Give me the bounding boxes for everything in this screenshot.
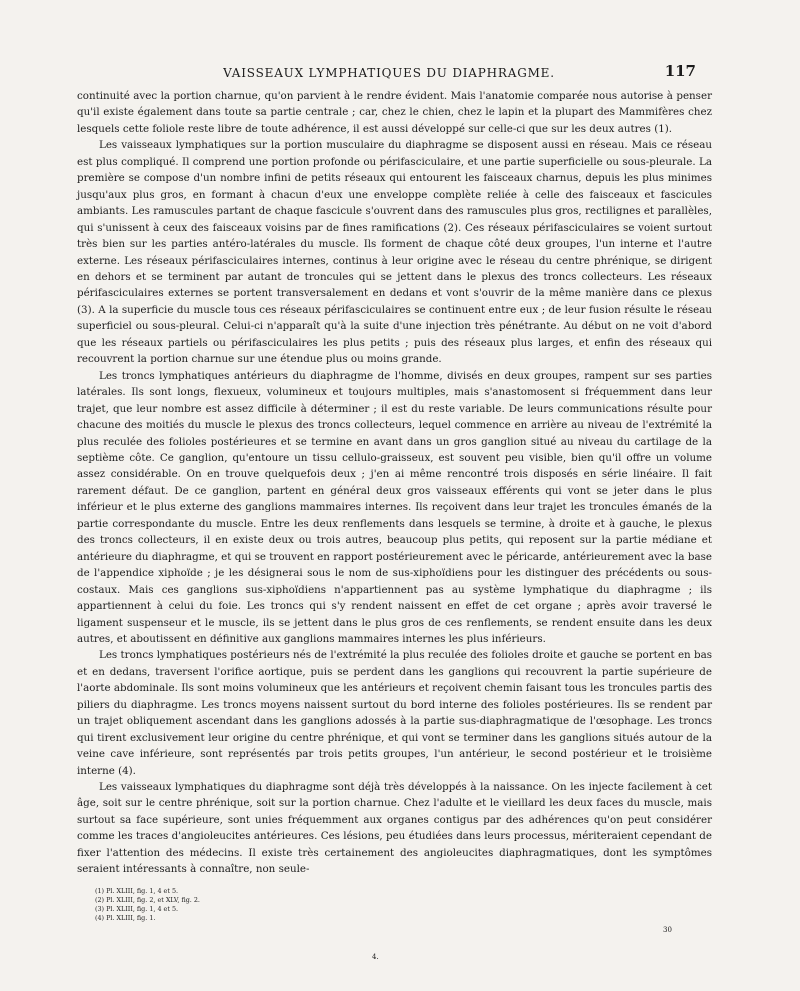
paragraph: Les troncs lymphatiques antérieurs du diaphragme de l'homme, divisés en deux groupes, rampent sur ses parties latérales. Ils sont longs, flexueux, volumineux et toujours multiples, mais s'anastomosent si fréquemment dans leur trajet, que leur nombre est assez difficile à déterminer ; il est du reste variable. De leurs communications résulte pour chacune des moitiés du muscle le plexus des troncs collecteurs, lequel commence en arrière au niveau de l'extrémité la plus reculée des folioles postérieures et se termine en avant dans un gros ganglion situé au niveau du cartilage de la septième côte. Ce ganglion, qu'entoure un tissu cellulo-graisseux, est souvent peu visible, bien qu'il offre un volume assez considérable. On en trouve quelquefois deux ; j'en ai même rencontré trois disposés en série linéaire. Il fait rarement défaut. De ce ganglion, partent en général deux gros vaisseaux efférents qui vont se jeter dans le plus inférieur et le plus externe des ganglions mammaires internes. Ils reçoivent dans leur trajet les troncules émanés de la partie correspondante du muscle. Entre les deux renflements dans lesquels se termine, à droite et à gauche, le plexus des troncs collecteurs, il en existe deux ou trois autres, beaucoup plus petits, qui reposent sur la partie médiane et antérieure du diaphragme, et qui se trouvent en rapport postérieurement avec le péricarde, antérieurement avec la base de l'appendice xiphoïde ; je les désignerai sous le nom de sus-xiphoïdiens pour les distinguer des précédents ou sous-costaux. Mais ces ganglions sus-xiphoïdiens n'appartiennent pas au système lymphatique du diaphragme ; ils appartiennent à celui du foie. Les troncs qui s'y rendent naissent en effet de cet organe ; après avoir traversé le ligament suspenseur et le muscle, ils se jettent dans le plus gros de ces renflements, se rendent ensuite dans les deux autres, et aboutissent en définitive aux ganglions mammaires internes les plus inférieurs.	[77, 369, 712, 645]
paragraph: Les vaisseaux lymphatiques sur la portion musculaire du diaphragme se disposent aussi en réseau. Mais ce réseau est plus compliqué. Il comprend une portion profonde ou périfasciculaire, et une partie superficielle ou sous-pleurale. La première se compose d'un nombre infini de petits réseaux qui entourent les faisceaux charnus, depuis les plus minimes jusqu'aux plus gros, en formant à chacun d'eux une enveloppe complète reliée à celle des faisceaux et fascicules ambiants. Les ramuscules partant de chaque fascicule s'ouvrent dans des ramuscules plus gros, rectilignes et parallèles, qui s'unissent à ceux des faisceaux voisins par de fines ramifications (2). Ces réseaux périfasciculaires se voient surtout très bien sur les parties antéro-latérales du muscle. Ils forment de chaque côté deux groupes, l'un interne et l'autre externe. Les réseaux périfasciculaires internes, continus à leur origine avec le réseau du centre phrénique, se dirigent en dehors et se terminent par autant de troncules qui se jettent dans le plexus des troncs collecteurs. Les réseaux périfasciculaires externes se portent transversalement en dedans et vont s'ouvrir de la même manière dans ce plexus (3). A la superficie du muscle tous ces réseaux périfasciculaires se continuent entre eux ; de leur fusion résulte le réseau superficiel ou sous-pleural. Celui-ci n'apparaît qu'à la suite d'une injection très pénétrante. Au début on ne voit d'abord que les réseaux partiels ou périfasciculaires les plus petits ; puis des réseaux plus larges, et enfin des réseaux qui recouvrent la portion charnue sur une étendue plus ou moins grande.	[77, 139, 712, 366]
paragraph: Les troncs lymphatiques postérieurs nés de l'extrémité la plus reculée des folioles droite et gauche se portent en bas et en dedans, traversent l'orifice aortique, puis se perdent dans les ganglions qui recouvrent la partie supérieure de l'aorte abdominale. Ils sont moins volumineux que les antérieurs et reçoivent chemin faisant tous les troncules partis des piliers du diaphragme. Les troncs moyens naissent surtout du bord interne des folioles postérieures. Ils se rendent par un trajet obliquement ascendant dans les ganglions adossés à la partie sus-diaphragmatique de l'œsophage. Les troncs qui tirent exclusivement leur origine du centre phrénique, et qui vont se terminer dans les ganglions situés autour de la veine cave inférieure, sont représentés par trois petits groupes, l'un antérieur, le second postérieur et le troisième interne (4).	[77, 649, 712, 777]
signature-mark: 30	[663, 926, 672, 934]
footnote: (1) Pl. XLIII, fig. 1, 4 et 5.	[95, 887, 179, 895]
body-text	[77, 88, 712, 878]
paragraph-continuation: continuité avec la portion charnue, qu'on parvient à le rendre évident. Mais l'anatomie comparée nous autorise à penser qu'il existe également dans toute sa partie centrale ; car, chez le chien, chez le lapin et la plupart des Mammifères chez lesquels cette foliole reste libre de toute adhérence, il est aussi développé sur celle-ci que sur les deux autres (1).	[77, 90, 712, 135]
footnote: (4) Pl. XLIII, fig. 1.	[95, 913, 156, 922]
footnote: (2) Pl. XLIII, fig. 2, et XLV, fig. 2.	[95, 895, 200, 904]
footnote: (3) Pl. XLIII, fig. 1, 4 et 5.	[95, 904, 179, 913]
page-number: 117	[664, 62, 696, 80]
footnotes	[95, 887, 200, 923]
paragraph: Les vaisseaux lymphatiques du diaphragme sont déjà très développés à la naissance. On les injecte facilement à cet âge, soit sur le centre phrénique, soit sur la portion charnue. Chez l'adulte et le vieillard les deux faces du muscle, mais surtout sa face supérieure, sont unies fréquemment aux organes contigus par des adhérences qu'on peut considérer comme les traces d'angioleucites antérieures. Ces lésions, peu étudiées dans leurs processus, mériteraient cependant de fixer l'attention des médecins. Il existe très certainement des angioleucites diaphragmatiques, dont les symptômes seraient intéressants à connaître, non seule-	[77, 781, 712, 876]
running-head: VAISSEAUX LYMPHATIQUES DU DIAPHRAGME.	[223, 66, 555, 80]
bottom-page-mark: 4.	[372, 953, 379, 961]
